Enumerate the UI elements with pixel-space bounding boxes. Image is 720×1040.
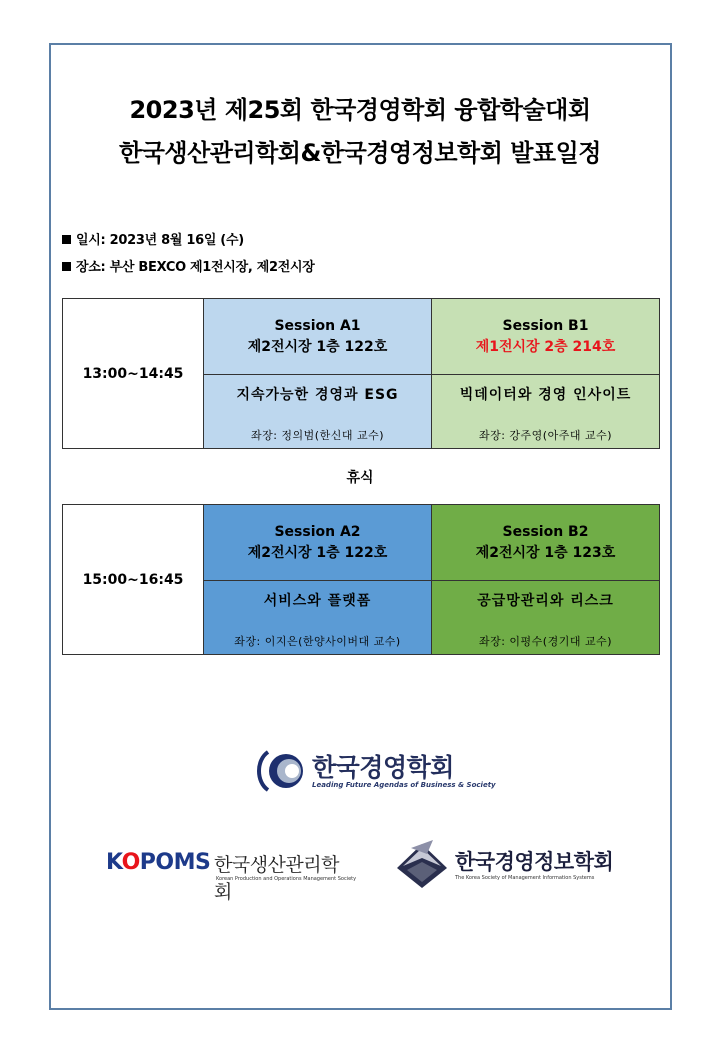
session-a1-header [204, 299, 432, 375]
kopoms-brand-k: K [106, 850, 122, 875]
kopoms-logo-name: 한국생산관리학회 [214, 854, 339, 903]
info-place [62, 256, 314, 275]
info-date [62, 229, 244, 248]
session-a1-room: 제2전시장 1층 122호 [247, 338, 388, 355]
session-a2-title: Session A2 [274, 523, 361, 540]
schedule-table-1 [62, 298, 660, 449]
session-b1-room: 제1전시장 2층 214호 [475, 338, 616, 355]
kopoms-logo [106, 846, 357, 903]
kmis-logo-name: 한국경영정보학회 [455, 850, 614, 874]
session-a2-topic: 서비스와 플랫폼 [263, 593, 372, 609]
kma-logo [254, 746, 496, 796]
kopoms-brand-o: O [121, 850, 140, 875]
time-slot-2: 15:00~16:45 [63, 505, 204, 655]
session-a2-header [204, 505, 432, 581]
session-b1-header [432, 299, 660, 375]
session-a1-topic: 지속가능한 경영과 ESG [236, 387, 399, 403]
session-b2-title: Session B2 [502, 523, 589, 540]
session-b1-topic: 빅데이터와 경영 인사이트 [459, 387, 632, 403]
kopoms-brand [106, 850, 210, 875]
kopoms-logo-tagline: Korean Production and Operations Management Society [216, 876, 357, 882]
kmis-logo-tagline: The Korea Society of Management Information Systems [455, 875, 595, 881]
kmis-emblem-icon [393, 838, 451, 890]
session-a2-chair: 좌장: 이지은(한양사이버대 교수) [234, 635, 401, 648]
bullet-square-icon [62, 235, 71, 244]
session-b1-title: Session B1 [502, 317, 589, 334]
kopoms-brand-rest: POMS [139, 850, 211, 875]
session-a1-title: Session A1 [274, 317, 361, 334]
kma-emblem-icon [254, 748, 306, 794]
bullet-square-icon [62, 262, 71, 271]
title-line-2: 한국생산관리학회&한국경영정보학회 발표일정 [119, 139, 601, 167]
session-a2-room: 제2전시장 1층 122호 [247, 544, 388, 561]
session-b2-room: 제2전시장 1층 123호 [475, 544, 616, 561]
time-slot-1: 13:00~14:45 [63, 299, 204, 449]
session-a1-topic-cell [204, 375, 432, 449]
kma-logo-tagline: Leading Future Agendas of Business & Society [312, 781, 496, 789]
kma-logo-name: 한국경영학회 [312, 753, 454, 782]
title-line-1: 2023년 제25회 한국경영학회 융합학술대회 [129, 96, 591, 124]
session-b2-header [432, 505, 660, 581]
session-b1-topic-cell [432, 375, 660, 449]
session-b2-chair: 좌장: 이평수(경기대 교수) [478, 635, 613, 648]
schedule-table-2 [62, 504, 660, 655]
info-date-text: 일시: 2023년 8월 16일 (수) [76, 233, 244, 248]
session-b1-chair: 좌장: 강주영(아주대 교수) [478, 429, 613, 442]
session-a2-topic-cell [204, 581, 432, 655]
kmis-logo [393, 838, 633, 892]
session-b2-topic-cell [432, 581, 660, 655]
session-b2-topic: 공급망관리와 리스크 [477, 593, 614, 609]
info-place-text: 장소: 부산 BEXCO 제1전시장, 제2전시장 [76, 260, 315, 275]
session-a1-chair: 좌장: 정의범(한신대 교수) [250, 429, 385, 442]
break-label: 휴식 [346, 470, 374, 486]
